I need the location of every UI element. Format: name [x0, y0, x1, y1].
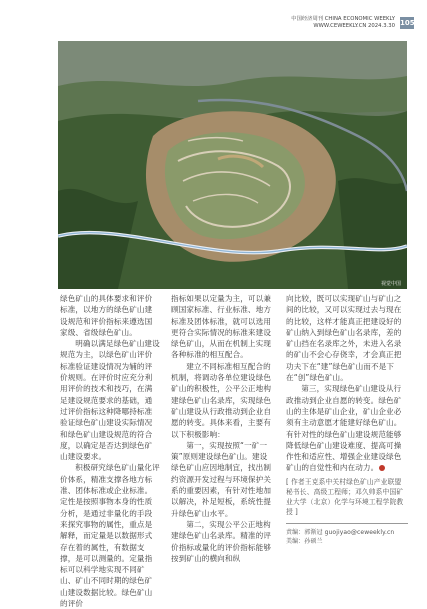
paragraph — [286, 383, 408, 473]
paragraph: 积极研究绿色矿山量化评价体系，精准支撑各地方标准、团体标准或企业标准。定性是按照事物本身的性质分析，是通过非量化的手段来探究事物的属性，重点是解释，而定量是以数据形式存在着的属性，有数据支撑，是可以测量的。定量指标可以科学地实现不同矿山、矿山不同时期的绿色矿山建设数据比较。绿色矿山的评价 — [60, 463, 160, 609]
editor-credits — [286, 528, 408, 546]
art-editor: 美编：孙硕兰 — [286, 537, 323, 545]
article-column-3 — [286, 293, 408, 546]
paragraph-text: 第三，实现绿色矿山建设从行政推动到企业自愿的转变。绿色矿山的主体是矿山企业，矿山企业必须有主动意愿才能建好绿色矿山。有针对性的绿色矿山建设规范能够降低绿色矿山建设难度、提高可操作性和适应性、增强企业建设绿色矿山的自觉性和内在动力。 — [286, 384, 402, 473]
page-number: 105 — [400, 19, 415, 27]
article-column-1 — [60, 293, 160, 609]
paragraph: 建立不同标准相互配合的机制，将调动各单位建设绿色矿山的积极性，公平公正地构建绿色矿山名录库，实现绿色矿山建设从行政推动到企业自愿的转变。具体来看，主要有以下积极影响： — [171, 361, 272, 439]
issue-date: WWW.CEWEEKLY.CN 2024.3.30 — [313, 22, 395, 29]
photo-credit: 视觉中国 — [380, 281, 401, 287]
paragraph: 指标如果以定量为主，可以兼顾国家标准、行业标准、地方标准及团体标准，就可以选用更符合实际情况的标准来建设绿色矿山，从而在机制上实现各种标准的相互配合。 — [171, 294, 272, 360]
magazine-masthead — [291, 16, 395, 30]
aerial-photo — [58, 41, 407, 289]
paragraph: 绿色矿山的具体要求和评价标准，以地方的绿色矿山建设规范和评价指标来遵选国家级、省级绿色矿山。 — [60, 294, 153, 337]
article-end-icon — [379, 465, 385, 471]
divider — [286, 523, 408, 524]
paragraph: 第一，实现按照“一矿一策”原则建设绿色矿山。建设绿色矿山应因地制宜，找出制约资源开发过程与环境保护关系的重要因素，有针对性地加以解决，补足短板，系统性提升绿色矿山水平。 — [171, 440, 272, 518]
responsible-editor: 责编：郭渐冠 guojiyao@ceweekly.cn — [286, 528, 395, 536]
page-header — [0, 16, 427, 36]
mine-landscape-image — [58, 41, 407, 289]
paragraph: 明确以满足绿色矿山建设规范为主，以绿色矿山评价标准验证建设情况为辅的评价规则。在评价时应充分利用评价的技术和技巧，在满足建设规范要求的基础，通过评价指标这种降哪持标准验证绿色矿山建设实际情况和绿色矿山建设规范的符合度，以确定是否达到绿色矿山建设要求。 — [60, 339, 160, 462]
magazine-title: 中国经济周刊 CHINA ECONOMIC WEEKLY — [291, 16, 395, 22]
article-column-2 — [171, 293, 274, 564]
paragraph: 向比较，既可以实现矿山与矿山之间的比较，又可以实现过去与现在的比较，这样才能真正把建设好的矿山纳入到绿色矿山名录库，差的矿山挡在名录库之外，未进入名录的矿山不会心存侥幸，才会真正把功夫下在“建”绿色矿山而不是下在“创”绿色矿山。 — [286, 294, 402, 383]
author-bio: [ 作者王克系中关村绿色矿山产业联盟秘书长、高级工程师；邓久帅系中国矿业大学（北京）化学与环境工程学院教授 ] — [286, 477, 404, 516]
paragraph: 第二，实现公平公正地构建绿色矿山名录库。精准的评价指标或量化的评价指标能够按到矿山的横向和纵 — [171, 519, 272, 563]
